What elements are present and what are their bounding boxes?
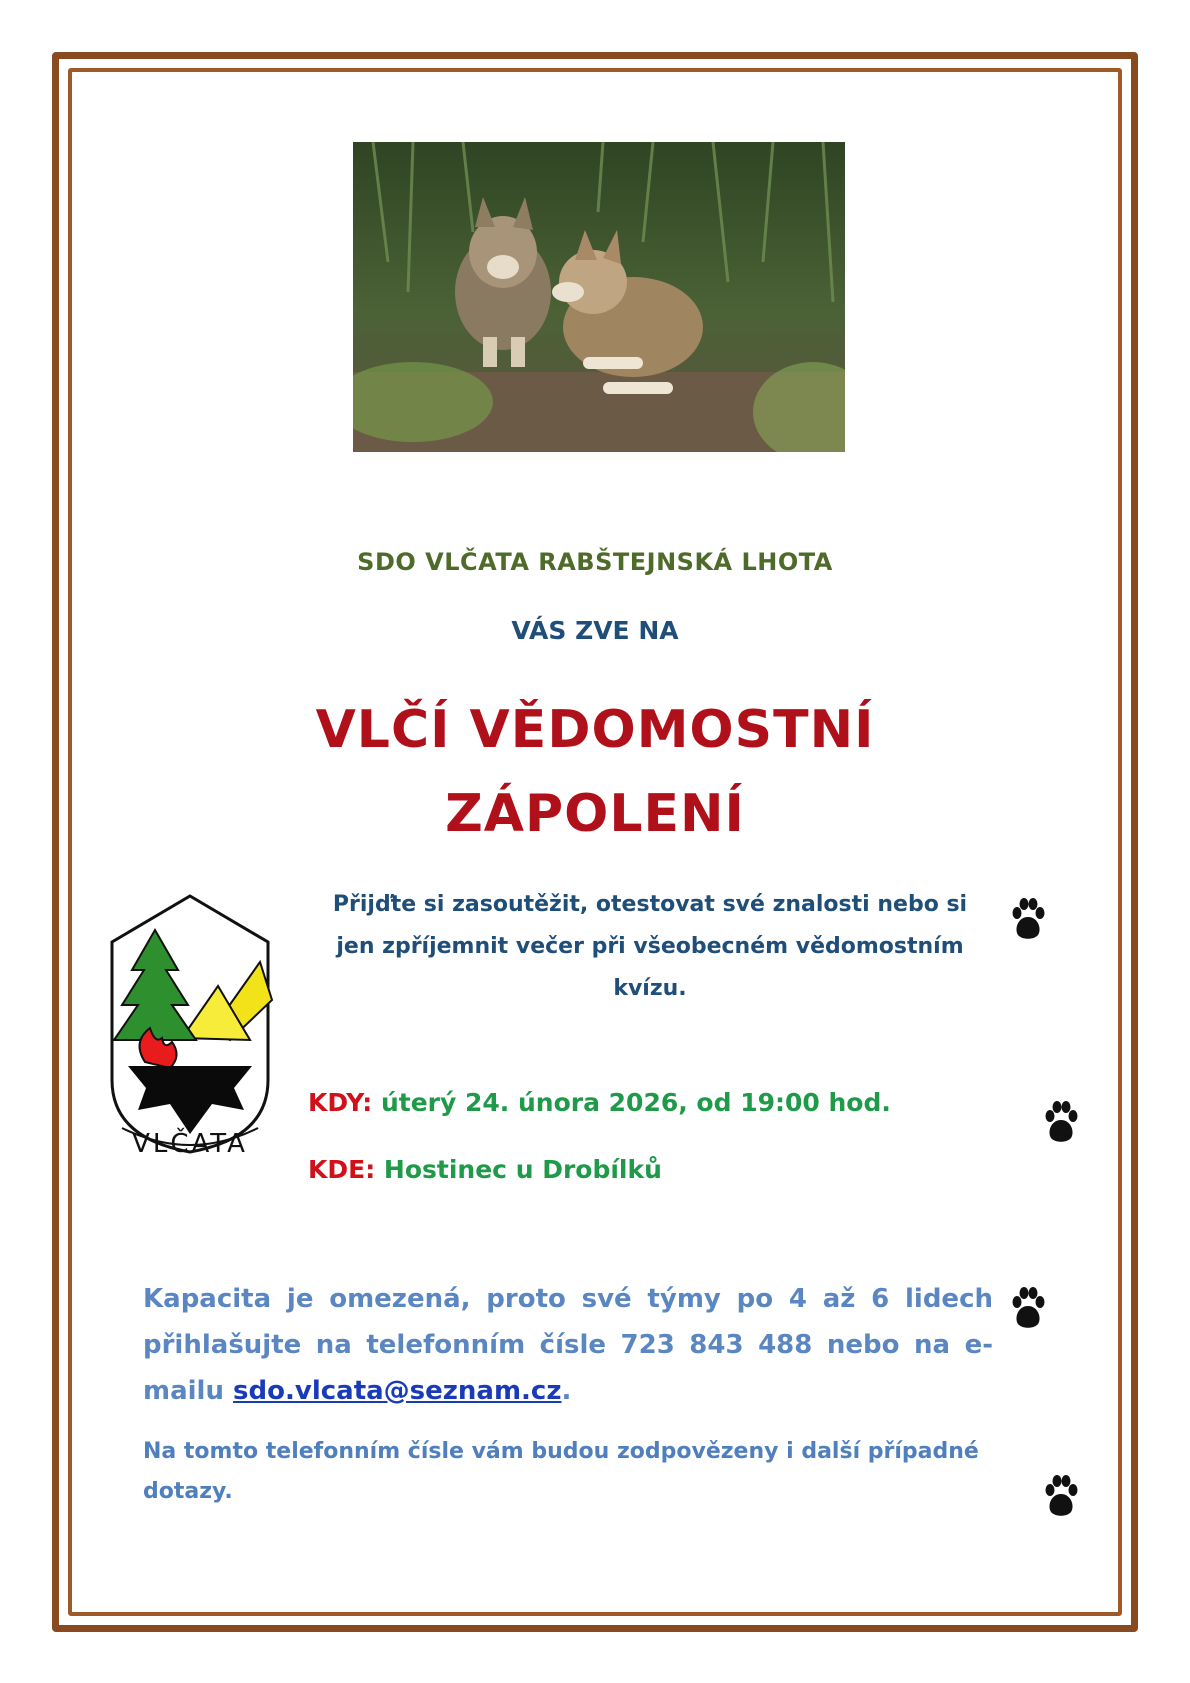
email-link[interactable]: sdo.vlcata@seznam.cz — [233, 1376, 562, 1406]
event-where — [308, 1155, 662, 1184]
event-title — [100, 688, 1090, 856]
intro-line3: kvízu. — [613, 976, 687, 1001]
wolves-illustration — [353, 142, 845, 452]
when-label: KDY: — [308, 1088, 373, 1117]
registration-body: Kapacita je omezená, proto své týmy po 4 až 6 lidech přihlašujte na telefonním čísle 723 843 488 nebo na e-mailu — [143, 1284, 993, 1406]
vlcata-logo — [100, 890, 280, 1170]
event-title-line2: ZÁPOLENÍ — [445, 784, 745, 844]
contact-note: Na tomto telefonním čísle vám budou zodpovězeny i další případné dotazy. — [143, 1439, 979, 1504]
paw-print-icon — [1010, 1286, 1046, 1330]
where-label: KDE: — [308, 1155, 376, 1184]
invite-text: VÁS ZVE NA — [511, 616, 679, 645]
paw-print-icon — [1010, 897, 1046, 941]
paw-print-icon — [1043, 1474, 1079, 1518]
wolves-photo — [353, 142, 845, 452]
when-value: úterý 24. února 2026, od 19:00 hod. — [380, 1088, 891, 1117]
registration-text — [143, 1276, 993, 1414]
intro-line1: Přijďte si zasoutěžit, otestovat své znalosti nebo si — [332, 892, 968, 917]
logo-text: VLČATA — [132, 1129, 248, 1159]
where-value: Hostinec u Drobílků — [383, 1155, 662, 1184]
registration-end: . — [561, 1376, 572, 1406]
event-when — [308, 1088, 891, 1117]
intro-line2: jen zpříjemnit večer při všeobecném vědomostním — [336, 934, 964, 959]
intro-text — [295, 884, 1005, 1010]
paw-print-icon — [1043, 1100, 1079, 1144]
organization-name: SDO VLČATA RABŠTEJNSKÁ LHOTA — [357, 548, 833, 576]
event-title-line1: VLČÍ VĚDOMOSTNÍ — [315, 700, 875, 760]
